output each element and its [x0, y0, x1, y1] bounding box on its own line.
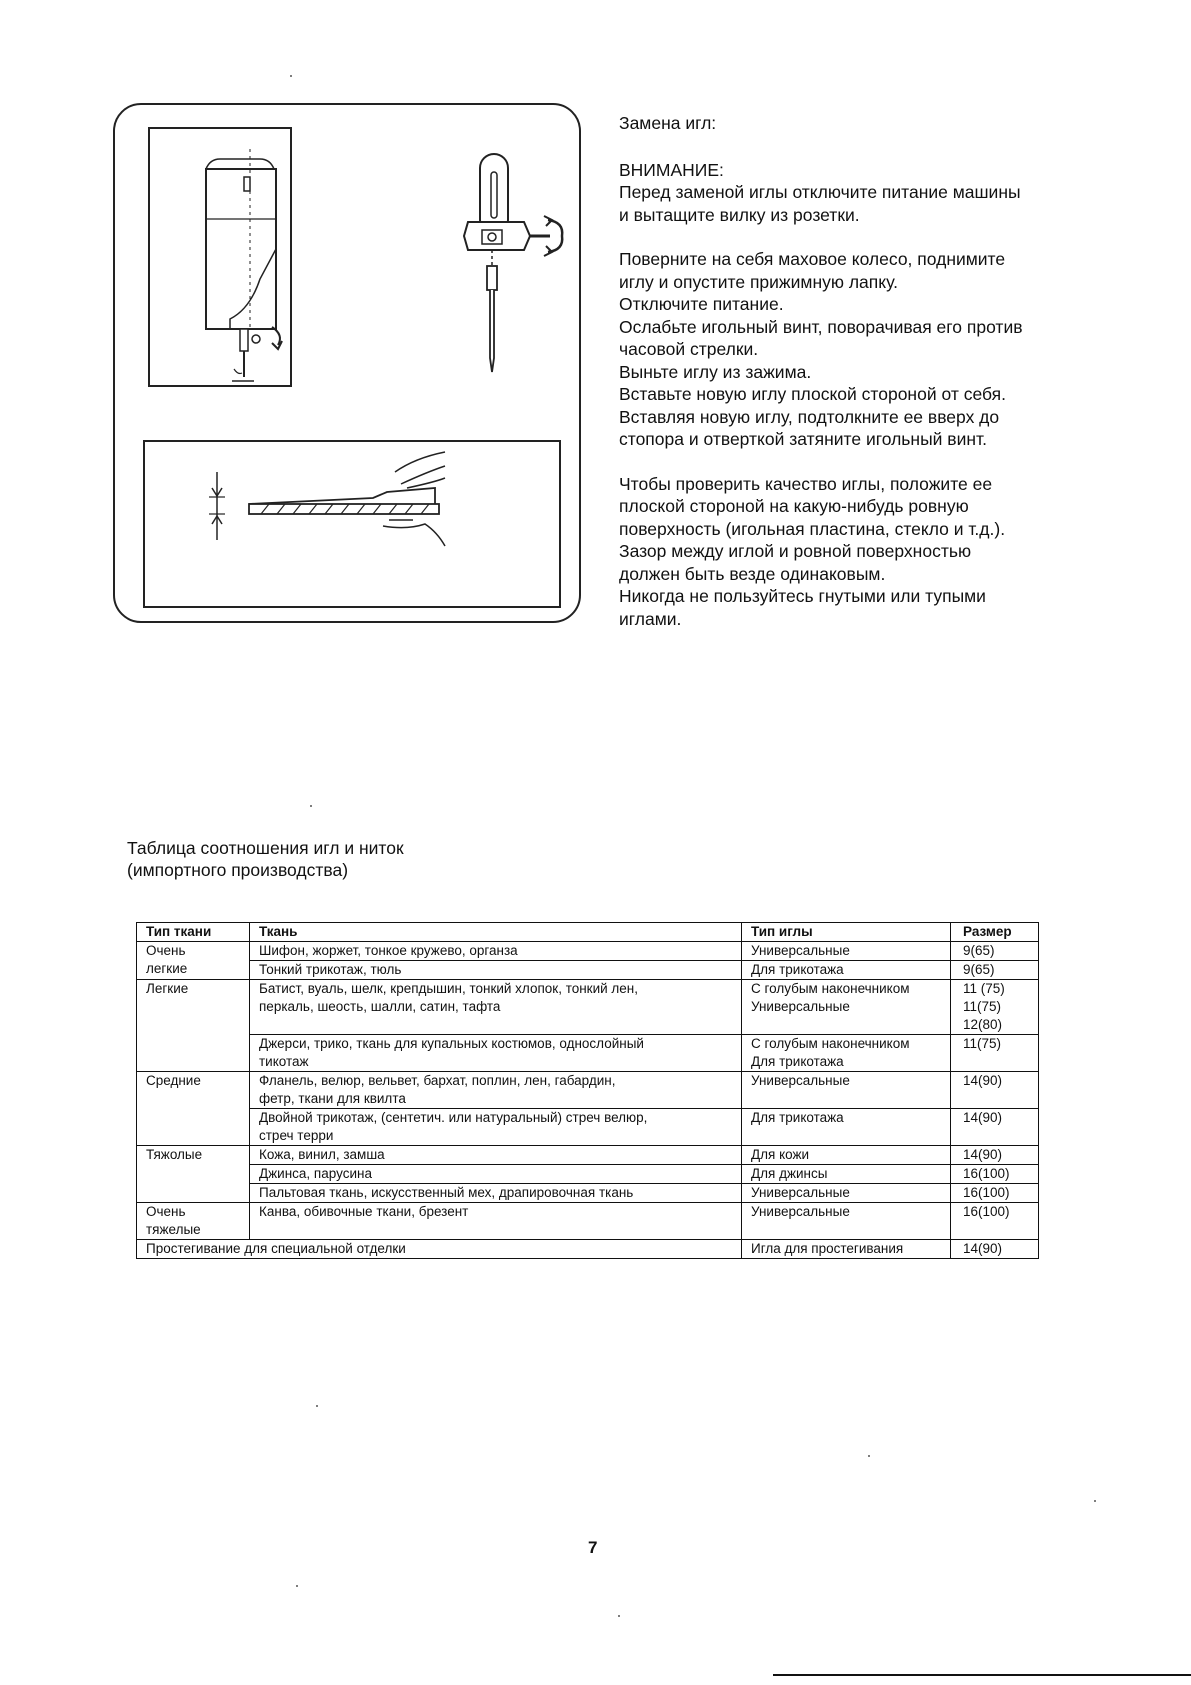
header-needle-type: Тип иглы	[742, 923, 951, 942]
cell-text: Двойной трикотаж, (сентетич. или натуральный) стреч велюр,	[259, 1110, 648, 1125]
table-row	[137, 942, 1039, 961]
check-line: Чтобы проверить качество иглы, положите ее	[619, 473, 993, 494]
step-line: Ослабьте игольный винт, поворачивая его против	[619, 316, 1023, 337]
scan-speck	[296, 1585, 298, 1587]
table-row	[137, 961, 1039, 980]
needle-clamp-icon	[460, 140, 570, 380]
cell-fabric-type: Легкие	[137, 980, 250, 1072]
cell-text: С голубым наконечником	[751, 1036, 910, 1051]
cell-size: 14(90)	[951, 1109, 1039, 1146]
table-row	[137, 1240, 1039, 1259]
cell-size: 16(100)	[951, 1184, 1039, 1203]
cell-needle-type: Универсальные	[742, 1184, 951, 1203]
cell-text: 12(80)	[963, 1017, 1003, 1032]
cell-fabric-type	[137, 1203, 250, 1240]
step-line: Вставьте новую иглу плоской стороной от себя.	[619, 384, 1006, 404]
footer-divider	[773, 1674, 1191, 1676]
cell-text: Батист, вуаль, шелк, крепдышин, тонкий хлопок, тонкий лен,	[259, 981, 639, 996]
cell-size: 16(100)	[951, 1165, 1039, 1184]
check-line: плоской стороной на какую-нибудь ровную	[619, 496, 969, 516]
scan-speck	[618, 1615, 620, 1617]
cell-text: Джерси, трико, ткань для купальных костюмов, однослойный	[259, 1036, 644, 1051]
cell-text: Очень	[146, 1204, 186, 1219]
cell-fabric	[250, 1072, 742, 1109]
needle-check-illustration-panel	[143, 440, 561, 608]
cell-needle-type	[742, 980, 951, 1035]
cell-fabric: Простегивание для специальной отделки	[137, 1240, 742, 1259]
step-line: Отключите питание.	[619, 294, 784, 314]
step-line: стопора и отверткой затяните игольный винт.	[619, 429, 987, 449]
needle-replacement-instructions	[619, 112, 1099, 630]
cell-text: 11(75)	[963, 999, 1002, 1014]
cell-size: 14(90)	[951, 1240, 1039, 1259]
check-line: Зазор между иглой и ровной поверхностью	[619, 541, 972, 561]
cell-text: перкаль, шеость, шалли, сатин, тафта	[259, 999, 501, 1014]
cell-text: Универсальные	[751, 999, 850, 1014]
cell-text: фетр, ткани для квилта	[259, 1091, 406, 1106]
cell-text: Очень	[146, 943, 186, 958]
needle-thread-table	[136, 922, 1039, 1259]
cell-fabric-type	[137, 942, 250, 980]
warning-line: Перед заменой иглы отключите питание машины	[619, 182, 1021, 202]
cell-fabric: Пальтовая ткань, искусственный мех, драпировочная ткань	[250, 1184, 742, 1203]
table-row	[137, 1072, 1039, 1109]
check-line: иглами.	[619, 608, 682, 629]
instructions-heading: Замена игл:	[619, 113, 717, 133]
check-line: Никогда не пользуйтесь гнутыми или тупыми	[619, 586, 986, 606]
header-size: Размер	[951, 923, 1039, 942]
step-line: часовой стрелки.	[619, 339, 759, 359]
step-line: Поверните на себя маховое колесо, поднимите	[619, 249, 1006, 269]
table-title	[127, 837, 627, 881]
check-line: поверхность (игольная пластина, стекло и т.д.).	[619, 518, 1006, 539]
cell-text: стреч терри	[259, 1128, 334, 1143]
machine-head-icon	[150, 129, 290, 385]
table-title-line: Таблица соотношения игл и ниток	[127, 838, 404, 858]
cell-size: 9(65)	[951, 961, 1039, 980]
cell-size: 11(75)	[951, 1035, 1039, 1072]
table-title-line: (импортного производства)	[127, 860, 349, 880]
cell-text: тяжелые	[146, 1222, 201, 1237]
table-row	[137, 1109, 1039, 1146]
cell-size: 16(100)	[951, 1203, 1039, 1240]
cell-text: Для трикотажа	[751, 1054, 844, 1069]
cell-needle-type: Универсальные	[742, 1203, 951, 1240]
table-row	[137, 1184, 1039, 1203]
scan-speck	[1094, 1500, 1096, 1502]
page-number: 7	[588, 1538, 598, 1557]
cell-needle-type	[742, 1035, 951, 1072]
scan-speck	[310, 805, 312, 807]
table-row	[137, 1146, 1039, 1165]
cell-needle-type: Игла для простегивания	[742, 1240, 951, 1259]
table-row	[137, 1035, 1039, 1072]
warning-title: ВНИМАНИЕ:	[619, 159, 724, 180]
cell-fabric	[250, 1109, 742, 1146]
cell-fabric-type: Тяжолые	[137, 1146, 250, 1203]
cell-fabric: Джинса, парусина	[250, 1165, 742, 1184]
table-header-row	[137, 923, 1039, 942]
cell-text: 11 (75)	[963, 981, 1005, 996]
cell-fabric: Канва, обивочные ткани, брезент	[250, 1203, 742, 1240]
scan-speck	[316, 1405, 318, 1407]
cell-text: Фланель, велюр, вельвет, бархат, поплин, лен, габардин,	[259, 1073, 616, 1088]
needle-flat-check-icon	[145, 442, 559, 606]
header-fabric: Ткань	[250, 923, 742, 942]
scan-speck	[290, 75, 292, 77]
cell-fabric: Тонкий трикотаж, тюль	[250, 961, 742, 980]
cell-size: 14(90)	[951, 1146, 1039, 1165]
table-row	[137, 980, 1039, 1035]
cell-text: легкие	[146, 961, 188, 976]
cell-fabric	[250, 1035, 742, 1072]
cell-fabric: Шифон, жоржет, тонкое кружево, органза	[250, 942, 742, 961]
step-line: Вставляя новую иглу, подтолкните ее вверх до	[619, 406, 1000, 427]
cell-fabric: Кожа, винил, замша	[250, 1146, 742, 1165]
step-line: иглу и опустите прижимную лапку.	[619, 271, 898, 292]
cell-size: 14(90)	[951, 1072, 1039, 1109]
cell-needle-type: Универсальные	[742, 942, 951, 961]
cell-size: 9(65)	[951, 942, 1039, 961]
step-line: Выньте иглу из зажима.	[619, 361, 812, 382]
check-line: должен быть везде одинаковым.	[619, 563, 886, 584]
scan-speck	[868, 1455, 870, 1457]
cell-needle-type: Для трикотажа	[742, 1109, 951, 1146]
cell-fabric	[250, 980, 742, 1035]
cell-needle-type: Для джинсы	[742, 1165, 951, 1184]
cell-text: С голубым наконечником	[751, 981, 910, 996]
table-row	[137, 1165, 1039, 1184]
cell-size	[951, 980, 1039, 1035]
cell-fabric-type: Средние	[137, 1072, 250, 1146]
cell-needle-type: Универсальные	[742, 1072, 951, 1109]
machine-illustration-panel	[148, 127, 292, 387]
header-fabric-type: Тип ткани	[137, 923, 250, 942]
cell-needle-type: Для трикотажа	[742, 961, 951, 980]
warning-line: и вытащите вилку из розетки.	[619, 204, 860, 225]
table-row	[137, 1203, 1039, 1240]
cell-needle-type: Для кожи	[742, 1146, 951, 1165]
cell-text: тикотаж	[259, 1054, 309, 1069]
